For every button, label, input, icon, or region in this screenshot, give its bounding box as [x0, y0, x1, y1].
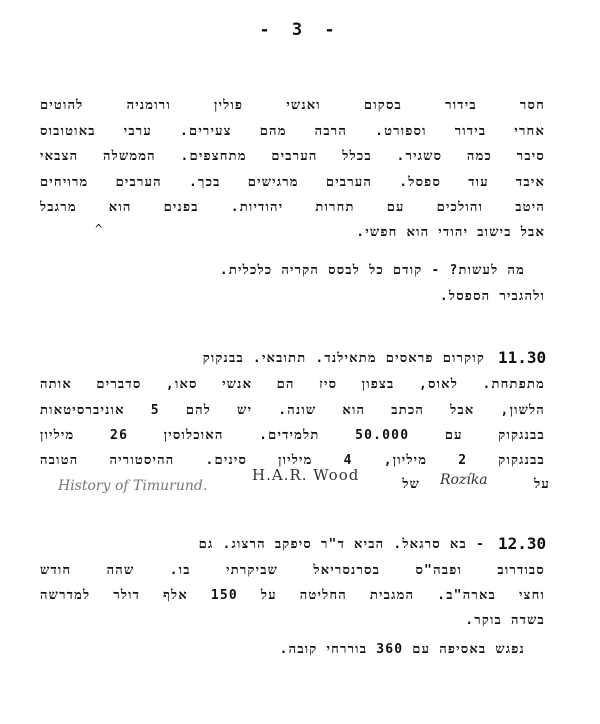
- paragraph-line: חסר בידור בסקום ואנשי פולין ורומניה להוטים: [40, 98, 545, 113]
- closing-line: נפגש באסיפה עם 360 בוררחי קובה.: [279, 642, 525, 657]
- entry-line: הלשון, אבל הכתב הוא שונה. יש להם 5 אוניברסיטאות: [40, 403, 545, 418]
- paragraph-line: אחרי בידור וספורט. הרבה מהם צעירים. ערבי באוטובוס: [40, 124, 545, 139]
- entry-line: בבנגקוק 2 מיליון, 4 מיליון סינים. ההיסטוריה הטובה: [40, 453, 545, 468]
- entry-line-fragment: על: [534, 477, 550, 492]
- entry-line: מתפתחת. לאוס, בצפון סיז הם אנשי סאו, סדברים אותה: [40, 377, 545, 392]
- paragraph-line: איבד עוד ספסל. הערבים מרגישים בכך. הערבים מרויחים: [40, 175, 545, 190]
- entry-time: 11.30: [498, 348, 547, 367]
- paragraph-line: סיבר כמה סשגיר. בכלל הערבים מתחצפים. הממשלה הצבאי: [40, 149, 545, 164]
- entry-line: וחצי בארה"ב. המגבית החליטה על 150 אלף דולר למדרשה: [40, 588, 545, 603]
- entry-line: - בא סרגאל. הביא ד"ר סיפקב הרצוג. גם: [198, 537, 485, 552]
- paragraph-line: מה לעשות? - קודם כל לבסס הקריה כלכלית.: [219, 263, 525, 278]
- entry-time: 12.30: [498, 534, 547, 553]
- handwritten-name: Rozíka: [440, 472, 488, 488]
- entry-line: בבנגקוק עם 50.000 תלמידים. האוכלוסין 26 מיליון: [40, 428, 545, 443]
- handwritten-author: H.A.R. Wood: [252, 466, 360, 484]
- paragraph-line: אבל בישוב יהודי הוא חפשי.: [356, 225, 545, 240]
- entry-line: בשדה בוקר.: [465, 613, 545, 628]
- entry-line-fragment: של: [402, 477, 420, 492]
- paragraph-line: ולהגביר הספסל.: [439, 289, 545, 304]
- entry-line: סבודרוב ופבה"ס בסרנסריאל שביקרתי בו. שהה חודש: [40, 563, 545, 578]
- handwritten-title: History of Timurund.: [58, 478, 208, 494]
- handwritten-caret-mark: ^: [95, 222, 103, 236]
- page-number: - 3 -: [259, 20, 341, 40]
- paragraph-line: היטב והולכים עם תחרות יהודיות. בפנים הוא מרגבל: [40, 200, 545, 215]
- entry-line: קוקרום פראסים מתאילנד. תתובאי. בבנקוק: [202, 351, 485, 366]
